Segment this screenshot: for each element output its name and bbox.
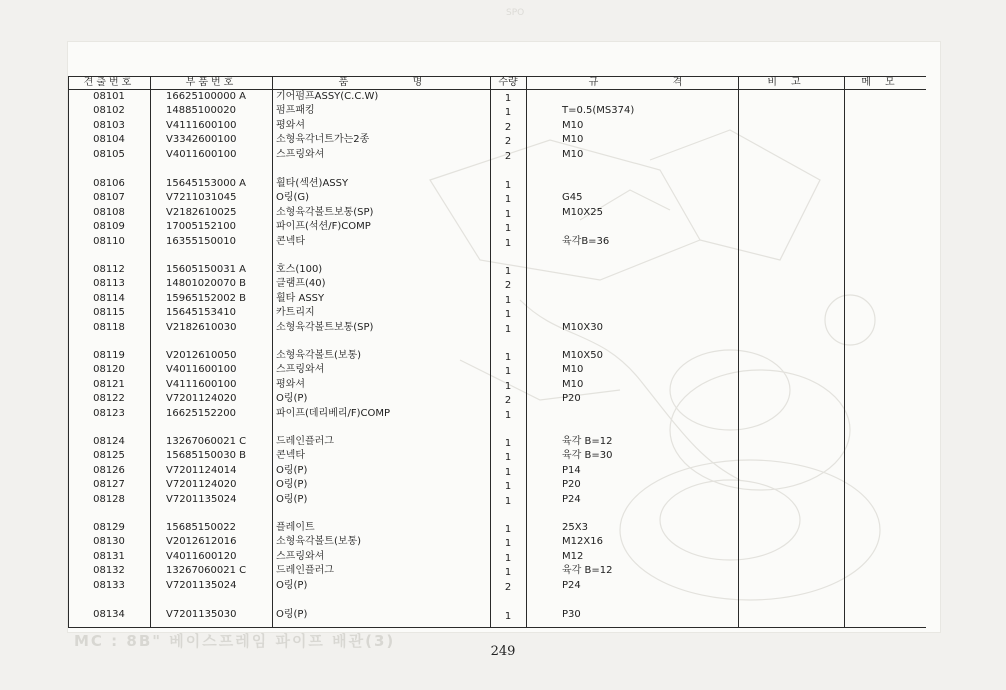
row-part-no: V2012612016 [166,536,237,548]
row-part-no: 16355150010 [166,235,236,247]
row-qty: 2 [504,150,512,162]
row-item-no: 08115 [93,307,125,319]
row-qty: 1 [504,495,512,507]
row-qty: 1 [504,180,512,191]
row-item-no: 08103 [93,119,125,131]
row-part-name: O링(P) [276,579,308,591]
row-item-no: 08134 [93,609,125,620]
row-item-no: 08104 [93,134,125,146]
row-part-name: O링(P) [276,479,308,491]
row-part-name: O링(G) [276,192,310,204]
row-item-no: 08131 [93,550,125,562]
row-part-no: 14885100020 [166,105,236,117]
row-part-no: V7201135030 [166,609,237,620]
row-spec: M12X16 [562,536,603,548]
header-part-no: 부품번호 [185,77,237,88]
row-spec: P24 [562,579,581,591]
row-part-name: 카트리지 [276,307,315,319]
row-item-no: 08114 [93,292,125,304]
row-part-name: 클램프(40) [276,278,326,290]
header-part-name-b: 명 [412,77,426,88]
col-divider-6 [738,76,739,628]
row-qty: 1 [504,481,512,493]
row-spec: M12 [562,550,584,562]
row-qty: 2 [504,280,512,292]
row-spec: 육각 B=30 [562,450,613,462]
row-part-no: 16625152200 [166,407,236,419]
row-part-name: 휠타 ASSY [276,292,325,304]
row-qty: 1 [504,567,512,579]
row-spec: M10X30 [562,321,603,333]
row-item-no: 08124 [93,436,125,447]
row-spec: 25X3 [562,522,588,533]
row-part-name: 평와셔 [276,119,305,131]
row-qty: 1 [504,323,512,335]
row-part-no: 13267060021 C [166,565,247,577]
row-spec: P20 [562,479,581,491]
header-memo: 메모 [861,77,909,88]
row-qty: 1 [504,294,512,306]
row-qty: 1 [504,93,512,104]
row-item-no: 08102 [93,105,125,117]
row-part-name: 펌프패킹 [276,105,315,117]
row-qty: 2 [504,395,512,407]
row-part-no: 15965152002 B [166,292,247,304]
row-spec: M10 [562,378,584,390]
row-spec: 육각 B=12 [562,436,613,447]
row-qty: 1 [504,237,512,249]
row-spec: P30 [562,609,581,620]
row-qty: 1 [504,309,512,321]
row-item-no: 08123 [93,407,125,419]
row-item-no: 08126 [93,464,125,476]
row-item-no: 08106 [93,178,125,189]
row-part-no: 16625100000 A [166,91,247,102]
row-part-no: 14801020070 B [166,278,247,290]
row-item-no: 08107 [93,192,125,204]
row-spec: M10 [562,119,584,131]
row-qty: 1 [504,208,512,220]
row-qty: 1 [504,352,512,363]
row-item-no: 08119 [93,350,125,361]
row-part-no: V3342600100 [166,134,237,146]
row-part-name: 콘넥타 [276,235,305,247]
header-qty: 수량 [498,77,518,88]
row-part-name: 소형육각너트가는2종 [276,134,370,146]
row-spec: M10X50 [562,350,603,361]
row-part-name: 호스(100) [276,264,323,275]
row-part-name: 평와셔 [276,378,305,390]
row-item-no: 08127 [93,479,125,491]
row-part-no: 15645153000 A [166,178,247,189]
row-spec: 육각B=36 [562,235,610,247]
row-part-no: 15605150031 A [166,264,247,275]
row-item-no: 08130 [93,536,125,548]
row-part-no: 15645153410 [166,307,236,319]
row-part-no: V4111600100 [166,378,237,390]
row-spec: T=0.5(MS374) [562,105,635,117]
row-part-name: 소형육각볼트보통(SP) [276,321,374,333]
row-part-name: O링(P) [276,609,308,620]
row-part-name: O링(P) [276,464,308,476]
row-item-no: 08101 [93,91,125,102]
row-qty: 1 [504,466,512,478]
row-item-no: 08105 [93,148,125,160]
row-qty: 1 [504,223,512,235]
faded-section-title: MC : 8B" 베이스프레임 파이프 배관(3) [74,632,396,650]
row-part-no: V4111600100 [166,119,237,131]
row-part-name: 파이프(석션/F)COMP [276,221,371,233]
row-part-no: 15685150022 [166,522,236,533]
row-spec: P14 [562,464,581,476]
row-part-name: O링(P) [276,493,308,505]
row-part-name: 드레인플러그 [276,565,334,577]
row-part-name: 기어펌프ASSY(C.C.W) [276,91,379,102]
row-item-no: 08129 [93,522,125,533]
row-qty: 1 [504,524,512,535]
header-spec-b: 격 [672,77,686,88]
row-part-name: 휠타(섹션)ASSY [276,178,349,189]
row-qty: 1 [504,611,512,622]
row-part-no: V2012610050 [166,350,237,361]
header-part-name-a: 품 [338,77,352,88]
row-qty: 2 [504,581,512,593]
row-item-no: 08132 [93,565,125,577]
row-part-name: 스프링와셔 [276,364,325,376]
row-item-no: 08110 [93,235,125,247]
row-part-name: 파이프(데리베리/F)COMP [276,407,391,419]
row-part-no: V7201124020 [166,479,237,491]
col-divider-3 [272,76,273,628]
row-part-name: 콘넥타 [276,450,305,462]
row-part-no: 13267060021 C [166,436,247,447]
header-item-no: 견출번호 [83,77,135,88]
row-part-name: 스프링와셔 [276,148,325,160]
row-qty: 2 [504,136,512,148]
row-spec: M10 [562,148,584,160]
header-note: 비고 [767,77,815,88]
page-number: 249 [490,644,516,659]
row-item-no: 08118 [93,321,125,333]
row-item-no: 08120 [93,364,125,376]
row-part-name: 소형육각볼트(보통) [276,536,362,548]
row-qty: 1 [504,538,512,550]
row-part-no: V4011600100 [166,364,237,376]
row-qty: 1 [504,438,512,449]
row-item-no: 08108 [93,206,125,218]
col-divider-7 [844,76,845,628]
row-spec: M10 [562,364,584,376]
row-qty: 1 [504,452,512,464]
row-part-no: V7211031045 [166,192,237,204]
background-schematic [400,100,940,620]
row-part-no: V7201135024 [166,579,237,591]
row-part-no: V2182610025 [166,206,237,218]
row-spec: P20 [562,393,581,405]
row-part-no: V7201135024 [166,493,237,505]
row-item-no: 08113 [93,278,125,290]
row-part-name: 플레이트 [276,522,315,533]
row-item-no: 08109 [93,221,125,233]
row-qty: 1 [504,409,512,421]
row-part-name: 소형육각볼트보통(SP) [276,206,374,218]
row-item-no: 08112 [93,264,125,275]
row-part-name: O링(P) [276,393,308,405]
row-qty: 1 [504,266,512,277]
table-bottom-border [68,627,926,628]
row-spec: M10X25 [562,206,603,218]
row-part-name: 스프링와셔 [276,550,325,562]
row-spec: 육각 B=12 [562,565,613,577]
row-qty: 1 [504,194,512,206]
header-spec-a: 규 [588,77,602,88]
row-item-no: 08121 [93,378,125,390]
row-item-no: 08125 [93,450,125,462]
row-part-no: V7201124020 [166,393,237,405]
row-spec: G45 [562,192,583,204]
col-divider-2 [150,76,151,628]
row-item-no: 08128 [93,493,125,505]
row-qty: 1 [504,380,512,392]
row-qty: 1 [504,366,512,378]
row-spec: P24 [562,493,581,505]
row-qty: 2 [504,121,512,133]
row-part-no: V4011600120 [166,550,237,562]
row-part-no: V2182610030 [166,321,237,333]
row-part-name: 드레인플러그 [276,436,334,447]
row-spec: M10 [562,134,584,146]
row-part-no: V4011600100 [166,148,237,160]
row-part-no: 17005152100 [166,221,236,233]
row-qty: 1 [504,107,512,119]
row-part-no: V7201124014 [166,464,237,476]
col-divider-5 [526,76,527,628]
row-item-no: 08133 [93,579,125,591]
faded-top-text: SPO [506,8,525,18]
row-qty: 1 [504,552,512,564]
row-part-no: 15685150030 B [166,450,247,462]
row-item-no: 08122 [93,393,125,405]
row-part-name: 소형육각볼트(보통) [276,350,362,361]
